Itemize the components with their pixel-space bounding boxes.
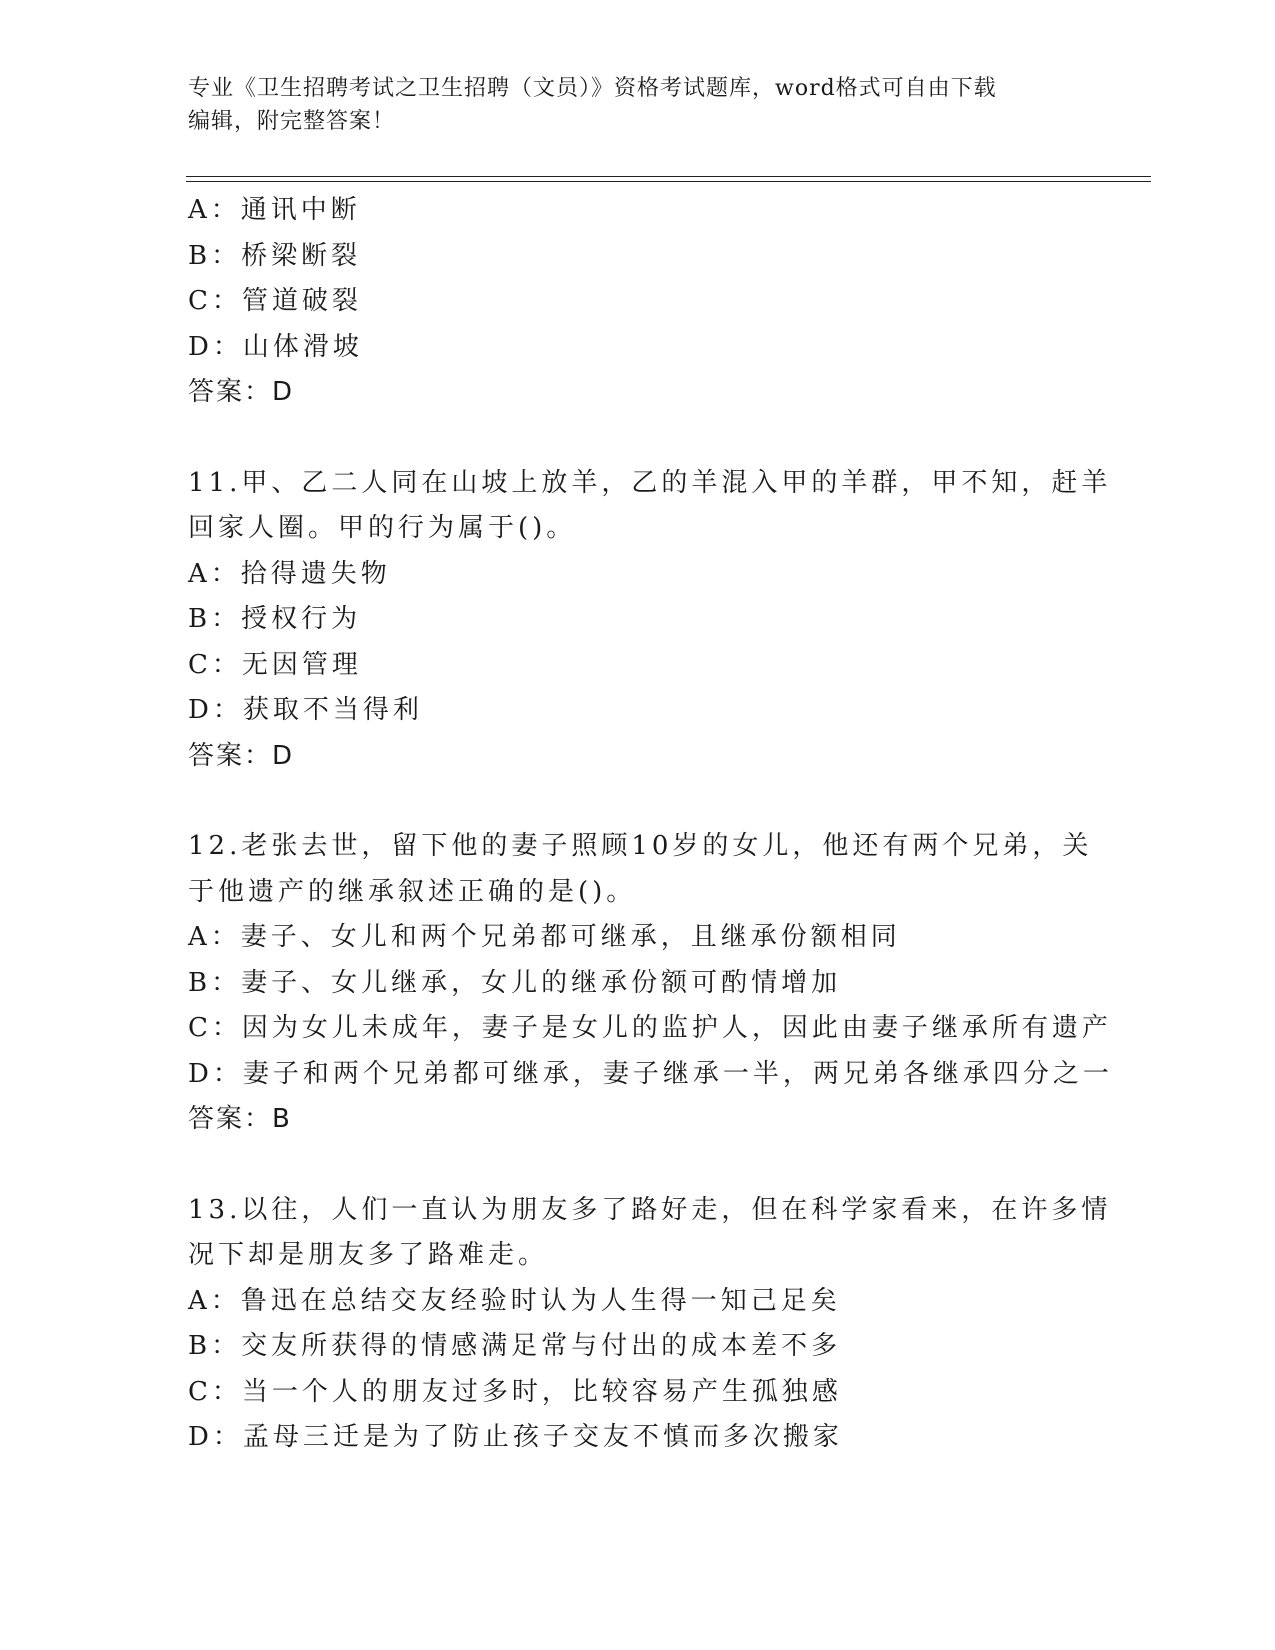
option-a: A：通讯中断	[188, 195, 361, 225]
header-rule-bottom	[186, 181, 1151, 182]
option-b: B：妻子、女儿继承，女儿的继承份额可酌情增加	[188, 967, 842, 998]
option-b: B：桥梁断裂	[188, 240, 362, 271]
header-line-1: 专业《卫生招聘考试之卫生招聘（文员）》资格考试题库，word格式可自由下载	[188, 76, 997, 101]
option-d: D：山体滑坡	[188, 331, 363, 362]
option-c: C：当一个人的朋友过多时，比较容易产生孤独感	[188, 1376, 842, 1407]
option-a: A：妻子、女儿和两个兄弟都可继承，且继承份额相同	[188, 922, 901, 952]
question-stem: 于他遗产的继承叙述正确的是()。	[188, 876, 637, 907]
question-stem: 13.以往，人们一直认为朋友多了路好走，但在科学家看来，在许多情	[188, 1194, 1112, 1225]
question-12	[188, 824, 1113, 1143]
question-stem: 12.老张去世，留下他的妻子照顾10岁的女儿，他还有两个兄弟，关	[188, 831, 1093, 861]
document-header	[188, 72, 1088, 138]
answer-line: 答案：B	[188, 1104, 292, 1134]
question-13	[188, 1188, 1112, 1461]
answer-line: 答案：D	[188, 740, 295, 771]
question-stem: 况下却是朋友多了路难走。	[188, 1240, 549, 1270]
option-b: B：授权行为	[188, 604, 362, 634]
question-content	[188, 188, 1113, 1461]
option-a: A：鲁迅在总结交友经验时认为人生得一知己足矣	[188, 1285, 841, 1316]
option-d: D：获取不当得利	[188, 695, 423, 725]
option-c: C：管道破裂	[188, 286, 362, 316]
header-line-2: 编辑，附完整答案！	[188, 109, 396, 134]
answer-line: 答案：D	[188, 377, 295, 407]
header-rule-top	[186, 176, 1151, 177]
option-d: D：孟母三迁是为了防止孩子交友不慎而多次搬家	[188, 1422, 843, 1452]
question-stem: 11.甲、乙二人同在山坡上放羊，乙的羊混入甲的羊群，甲不知，赶羊	[188, 467, 1112, 498]
option-a: A：拾得遗失物	[188, 558, 391, 589]
option-c: C：无因管理	[188, 649, 362, 680]
question-11	[188, 461, 1112, 780]
question-10-options	[188, 188, 1088, 416]
option-b: B：交友所获得的情感满足常与付出的成本差不多	[188, 1331, 842, 1361]
question-stem: 回家人圈。甲的行为属于()。	[188, 513, 577, 543]
option-c: C：因为女儿未成年，妻子是女儿的监护人，因此由妻子继承所有遗产	[188, 1013, 1112, 1043]
option-d: D：妻子和两个兄弟都可继承，妻子继承一半，两兄弟各继承四分之一	[188, 1058, 1113, 1089]
